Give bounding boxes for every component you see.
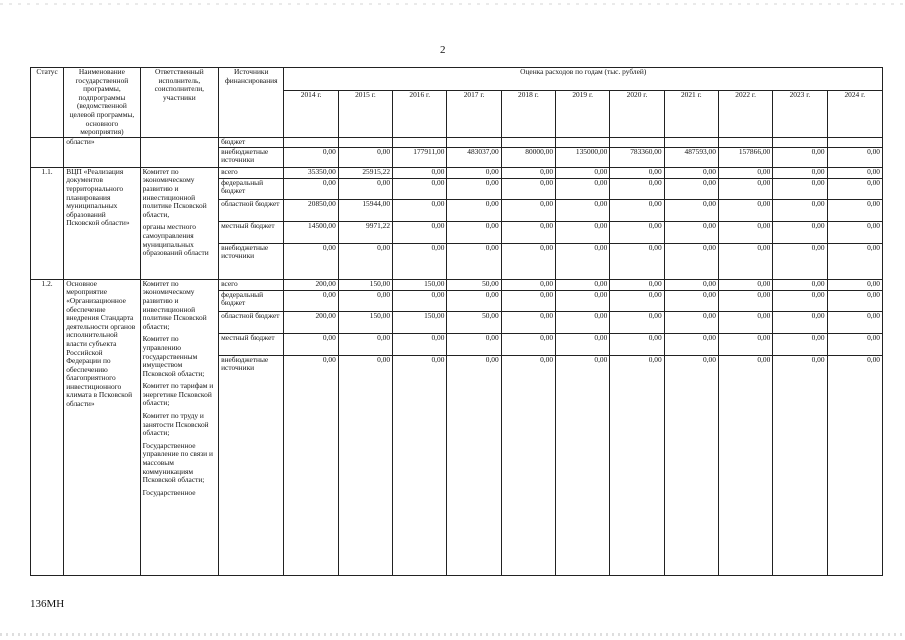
source-cell: внебюджетные источники (219, 243, 284, 279)
value-cell: 0,00 (447, 178, 501, 199)
value-cell: 0,00 (284, 147, 338, 167)
value-cell: 0,00 (556, 243, 610, 279)
header-year: 2019 г. (556, 90, 610, 137)
responsible-cell (140, 137, 218, 167)
value-cell: 0,00 (501, 311, 555, 333)
value-cell: 0,00 (338, 355, 392, 575)
value-cell: 0,00 (556, 279, 610, 290)
value-cell: 0,00 (393, 178, 447, 199)
value-cell: 0,00 (664, 178, 718, 199)
value-cell: 0,00 (827, 290, 882, 311)
program-name-cell: области» (64, 137, 140, 167)
responsible-cell (140, 279, 218, 575)
value-cell: 50,00 (447, 279, 501, 290)
value-cell: 0,00 (556, 311, 610, 333)
value-cell: 20850,00 (284, 199, 338, 221)
value-cell: 0,00 (610, 243, 664, 279)
value-cell (718, 137, 772, 147)
value-cell: 0,00 (773, 279, 827, 290)
value-cell: 0,00 (447, 199, 501, 221)
value-cell (447, 137, 501, 147)
header-year: 2023 г. (773, 90, 827, 137)
value-cell: 0,00 (284, 290, 338, 311)
value-cell: 0,00 (773, 355, 827, 575)
value-cell: 0,00 (773, 199, 827, 221)
value-cell: 0,00 (773, 243, 827, 279)
value-cell: 0,00 (501, 279, 555, 290)
value-cell: 14500,00 (284, 221, 338, 243)
value-cell: 0,00 (827, 167, 882, 178)
value-cell: 0,00 (556, 167, 610, 178)
value-cell: 157866,00 (718, 147, 772, 167)
value-cell: 0,00 (501, 178, 555, 199)
value-cell: 0,00 (664, 333, 718, 355)
value-cell: 50,00 (447, 311, 501, 333)
header-year: 2016 г. (393, 90, 447, 137)
source-cell: федеральный бюджет (219, 178, 284, 199)
source-cell: местный бюджет (219, 333, 284, 355)
value-cell: 0,00 (447, 333, 501, 355)
source-cell: местный бюджет (219, 221, 284, 243)
value-cell: 0,00 (338, 178, 392, 199)
value-cell: 0,00 (664, 279, 718, 290)
scan-artifact-bottom (0, 633, 905, 636)
value-cell: 0,00 (610, 290, 664, 311)
value-cell: 0,00 (664, 221, 718, 243)
value-cell (393, 137, 447, 147)
value-cell: 0,00 (284, 333, 338, 355)
value-cell: 0,00 (501, 290, 555, 311)
value-cell: 0,00 (718, 178, 772, 199)
value-cell: 200,00 (284, 311, 338, 333)
value-cell: 0,00 (501, 199, 555, 221)
value-cell: 0,00 (718, 355, 772, 575)
status-cell: 1.2. (31, 279, 64, 575)
responsible-item: Комитет по труду и занятости Псковской области; (142, 411, 209, 438)
value-cell: 0,00 (393, 333, 447, 355)
value-cell: 0,00 (393, 243, 447, 279)
value-cell: 0,00 (284, 355, 338, 575)
value-cell: 0,00 (610, 311, 664, 333)
value-cell: 0,00 (827, 355, 882, 575)
value-cell: 0,00 (447, 290, 501, 311)
value-cell (773, 137, 827, 147)
header-year: 2015 г. (338, 90, 392, 137)
value-cell (501, 137, 555, 147)
value-cell: 0,00 (664, 355, 718, 575)
value-cell: 0,00 (610, 199, 664, 221)
value-cell: 0,00 (556, 355, 610, 575)
value-cell: 0,00 (827, 199, 882, 221)
value-cell: 0,00 (773, 221, 827, 243)
header-year: 2024 г. (827, 90, 882, 137)
value-cell: 0,00 (610, 355, 664, 575)
value-cell: 0,00 (338, 333, 392, 355)
value-cell: 0,00 (718, 333, 772, 355)
value-cell: 0,00 (773, 311, 827, 333)
status-cell: 1.1. (31, 167, 64, 279)
page-number: 2 (440, 44, 446, 56)
value-cell: 0,00 (393, 167, 447, 178)
table-row (31, 137, 883, 147)
value-cell: 150,00 (338, 311, 392, 333)
value-cell: 35350,00 (284, 167, 338, 178)
value-cell: 0,00 (827, 311, 882, 333)
value-cell: 0,00 (284, 178, 338, 199)
source-cell: областной бюджет (219, 311, 284, 333)
value-cell: 0,00 (827, 243, 882, 279)
source-cell: внебюджетные источники (219, 147, 284, 167)
value-cell: 150,00 (393, 311, 447, 333)
value-cell (556, 137, 610, 147)
value-cell: 0,00 (718, 311, 772, 333)
value-cell: 0,00 (827, 178, 882, 199)
value-cell: 80000,00 (501, 147, 555, 167)
source-cell: всего (219, 167, 284, 178)
value-cell (827, 137, 882, 147)
value-cell: 0,00 (718, 199, 772, 221)
value-cell: 0,00 (556, 178, 610, 199)
responsible-item: Комитет по экономическому развитию и инвестиционной политике Псковской области, (142, 167, 207, 219)
value-cell: 0,00 (338, 243, 392, 279)
header-responsible: Ответственный исполнитель, соисполнители, участники (140, 68, 218, 138)
value-cell: 0,00 (501, 333, 555, 355)
value-cell: 0,00 (827, 147, 882, 167)
value-cell: 0,00 (773, 290, 827, 311)
responsible-item: органы местного самоуправления муниципальных образований области (142, 222, 209, 258)
value-cell: 0,00 (501, 221, 555, 243)
value-cell: 0,00 (501, 355, 555, 575)
value-cell: 0,00 (556, 221, 610, 243)
table-row (31, 279, 883, 290)
value-cell: 0,00 (610, 167, 664, 178)
value-cell: 0,00 (773, 167, 827, 178)
value-cell: 0,00 (664, 290, 718, 311)
value-cell (664, 137, 718, 147)
footer-code: 136МН (30, 598, 65, 610)
value-cell: 0,00 (773, 333, 827, 355)
value-cell: 0,00 (718, 279, 772, 290)
value-cell: 0,00 (501, 167, 555, 178)
value-cell (284, 137, 338, 147)
value-cell: 783360,00 (610, 147, 664, 167)
responsible-item: Государственное управление по связи и массовым коммуникациям Псковской области; (142, 440, 213, 485)
value-cell: 0,00 (610, 279, 664, 290)
value-cell: 0,00 (664, 167, 718, 178)
value-cell: 487593,00 (664, 147, 718, 167)
value-cell: 0,00 (338, 147, 392, 167)
value-cell: 0,00 (556, 333, 610, 355)
header-status: Статус (31, 68, 64, 138)
value-cell: 0,00 (718, 290, 772, 311)
value-cell: 0,00 (393, 199, 447, 221)
responsible-item: Комитет по управлению государственным имуществом Псковской области; (142, 334, 205, 378)
header-row-1 (31, 68, 883, 91)
value-cell: 0,00 (501, 243, 555, 279)
program-name-cell: ВЦП «Реализация документов территориального планирования муниципальных образований Псковской области» (64, 167, 140, 279)
value-cell: 0,00 (718, 243, 772, 279)
value-cell: 0,00 (447, 221, 501, 243)
value-cell: 0,00 (610, 221, 664, 243)
value-cell: 0,00 (664, 311, 718, 333)
value-cell (338, 137, 392, 147)
table-row (31, 167, 883, 178)
value-cell: 135000,00 (556, 147, 610, 167)
value-cell: 200,00 (284, 279, 338, 290)
value-cell: 0,00 (393, 290, 447, 311)
value-cell (610, 137, 664, 147)
value-cell: 0,00 (556, 290, 610, 311)
value-cell: 0,00 (284, 243, 338, 279)
value-cell: 150,00 (393, 279, 447, 290)
responsible-item: Комитет по тарифам и энергетике Псковской области; (142, 381, 214, 408)
value-cell: 0,00 (718, 167, 772, 178)
value-cell: 0,00 (556, 199, 610, 221)
value-cell: 483037,00 (447, 147, 501, 167)
source-cell: областной бюджет (219, 199, 284, 221)
header-year: 2020 г. (610, 90, 664, 137)
source-cell: всего (219, 279, 284, 290)
source-cell: внебюджетные источники (219, 355, 284, 575)
value-cell: 0,00 (718, 221, 772, 243)
value-cell: 9971,22 (338, 221, 392, 243)
header-year: 2022 г. (718, 90, 772, 137)
value-cell: 0,00 (827, 279, 882, 290)
value-cell: 0,00 (827, 221, 882, 243)
value-cell: 0,00 (447, 355, 501, 575)
value-cell: 0,00 (393, 355, 447, 575)
value-cell: 0,00 (447, 243, 501, 279)
value-cell: 0,00 (610, 333, 664, 355)
value-cell: 0,00 (664, 199, 718, 221)
header-name: Наименование государственной программы, подпрограммы (ведомственной целевой программы, основного мероприятия) (64, 68, 140, 138)
scan-artifact-top (0, 3, 905, 5)
responsible-item: Государственное (142, 487, 196, 497)
status-cell (31, 137, 64, 167)
value-cell: 0,00 (827, 333, 882, 355)
value-cell: 0,00 (338, 290, 392, 311)
value-cell: 177911,00 (393, 147, 447, 167)
program-name-cell: Основное мероприятие «Организационное обеспечение внедрения Стандарта деятельности органов исполнительной власти субъекта Российской Федерации по обеспечению благоприятного инвестиционного климата в Псковской области» (64, 279, 140, 575)
value-cell: 150,00 (338, 279, 392, 290)
value-cell: 0,00 (447, 167, 501, 178)
responsible-cell (140, 167, 218, 279)
source-cell: федеральный бюджет (219, 290, 284, 311)
header-estimate: Оценка расходов по годам (тыс. рублей) (284, 68, 883, 91)
responsible-item: Комитет по экономическому развитию и инвестиционной политике Псковской области; (142, 279, 207, 331)
header-sources: Источники финансирования (219, 68, 284, 138)
header-year: 2018 г. (501, 90, 555, 137)
source-cell: бюджет (219, 137, 284, 147)
budget-table (30, 67, 883, 576)
value-cell: 25915,22 (338, 167, 392, 178)
header-year: 2021 г. (664, 90, 718, 137)
value-cell: 0,00 (773, 147, 827, 167)
value-cell: 0,00 (393, 221, 447, 243)
value-cell: 0,00 (610, 178, 664, 199)
header-year: 2014 г. (284, 90, 338, 137)
value-cell: 0,00 (773, 178, 827, 199)
value-cell: 15944,00 (338, 199, 392, 221)
header-year: 2017 г. (447, 90, 501, 137)
value-cell: 0,00 (664, 243, 718, 279)
